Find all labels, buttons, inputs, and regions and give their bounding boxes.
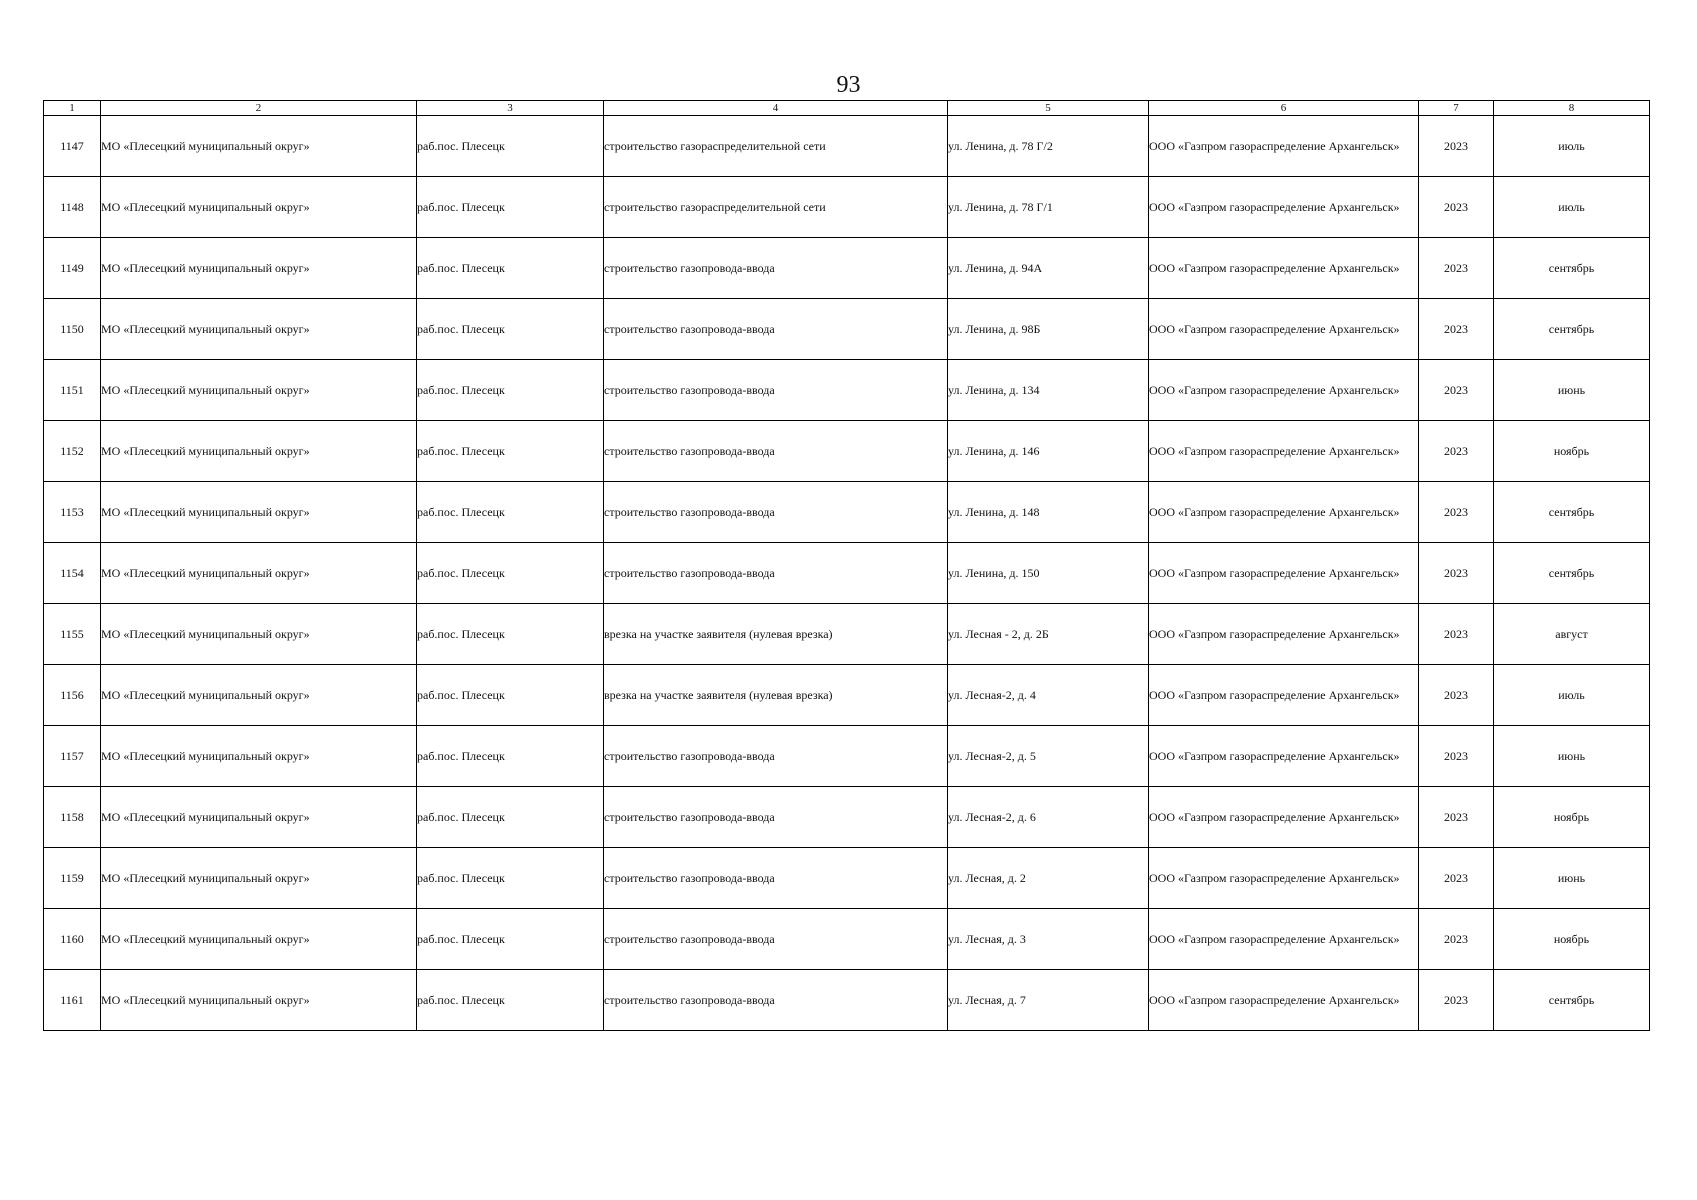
cell-work-type: строительство газопровода-ввода bbox=[604, 726, 948, 787]
cell-row-number: 1157 bbox=[44, 726, 101, 787]
cell-month: сентябрь bbox=[1494, 970, 1650, 1031]
cell-year: 2023 bbox=[1419, 421, 1494, 482]
cell-month: июль bbox=[1494, 116, 1650, 177]
cell-address: ул. Ленина, д. 146 bbox=[948, 421, 1149, 482]
register-table bbox=[43, 100, 1650, 1031]
cell-row-number: 1160 bbox=[44, 909, 101, 970]
cell-work-type: строительство газопровода-ввода bbox=[604, 543, 948, 604]
table-row bbox=[44, 787, 1650, 848]
cell-work-type: врезка на участке заявителя (нулевая врезка) bbox=[604, 665, 948, 726]
cell-year: 2023 bbox=[1419, 177, 1494, 238]
cell-organization: ООО «Газпром газораспределение Архангельск» bbox=[1149, 238, 1419, 299]
cell-year: 2023 bbox=[1419, 482, 1494, 543]
cell-address: ул. Ленина, д. 78 Г/2 bbox=[948, 116, 1149, 177]
cell-organization: ООО «Газпром газораспределение Архангельск» bbox=[1149, 848, 1419, 909]
header-col-6: 6 bbox=[1149, 101, 1419, 116]
cell-address: ул. Лесная - 2, д. 2Б bbox=[948, 604, 1149, 665]
cell-month: июль bbox=[1494, 177, 1650, 238]
table-row bbox=[44, 848, 1650, 909]
cell-organization: ООО «Газпром газораспределение Архангельск» bbox=[1149, 604, 1419, 665]
cell-organization: ООО «Газпром газораспределение Архангельск» bbox=[1149, 299, 1419, 360]
cell-row-number: 1151 bbox=[44, 360, 101, 421]
cell-month: ноябрь bbox=[1494, 909, 1650, 970]
cell-municipality: МО «Плесецкий муниципальный округ» bbox=[101, 787, 417, 848]
cell-month: август bbox=[1494, 604, 1650, 665]
table-row bbox=[44, 299, 1650, 360]
cell-settlement: раб.пос. Плесецк bbox=[417, 238, 604, 299]
cell-year: 2023 bbox=[1419, 238, 1494, 299]
cell-row-number: 1148 bbox=[44, 177, 101, 238]
cell-settlement: раб.пос. Плесецк bbox=[417, 299, 604, 360]
cell-row-number: 1159 bbox=[44, 848, 101, 909]
page-number: 93 bbox=[836, 72, 861, 98]
cell-address: ул. Лесная-2, д. 6 bbox=[948, 787, 1149, 848]
header-col-8: 8 bbox=[1494, 101, 1650, 116]
cell-row-number: 1161 bbox=[44, 970, 101, 1031]
cell-municipality: МО «Плесецкий муниципальный округ» bbox=[101, 177, 417, 238]
cell-settlement: раб.пос. Плесецк bbox=[417, 787, 604, 848]
cell-settlement: раб.пос. Плесецк bbox=[417, 360, 604, 421]
cell-row-number: 1150 bbox=[44, 299, 101, 360]
table-row bbox=[44, 421, 1650, 482]
cell-row-number: 1155 bbox=[44, 604, 101, 665]
header-col-5: 5 bbox=[948, 101, 1149, 116]
cell-row-number: 1154 bbox=[44, 543, 101, 604]
cell-month: сентябрь bbox=[1494, 482, 1650, 543]
cell-municipality: МО «Плесецкий муниципальный округ» bbox=[101, 604, 417, 665]
cell-work-type: строительство газораспределительной сети bbox=[604, 177, 948, 238]
cell-year: 2023 bbox=[1419, 604, 1494, 665]
cell-row-number: 1149 bbox=[44, 238, 101, 299]
cell-organization: ООО «Газпром газораспределение Архангельск» bbox=[1149, 360, 1419, 421]
cell-year: 2023 bbox=[1419, 787, 1494, 848]
cell-row-number: 1156 bbox=[44, 665, 101, 726]
cell-settlement: раб.пос. Плесецк bbox=[417, 726, 604, 787]
cell-address: ул. Ленина, д. 134 bbox=[948, 360, 1149, 421]
cell-municipality: МО «Плесецкий муниципальный округ» bbox=[101, 238, 417, 299]
cell-row-number: 1147 bbox=[44, 116, 101, 177]
header-col-3: 3 bbox=[417, 101, 604, 116]
cell-organization: ООО «Газпром газораспределение Архангельск» bbox=[1149, 421, 1419, 482]
cell-municipality: МО «Плесецкий муниципальный округ» bbox=[101, 848, 417, 909]
cell-organization: ООО «Газпром газораспределение Архангельск» bbox=[1149, 909, 1419, 970]
cell-year: 2023 bbox=[1419, 543, 1494, 604]
cell-settlement: раб.пос. Плесецк bbox=[417, 116, 604, 177]
cell-year: 2023 bbox=[1419, 909, 1494, 970]
cell-municipality: МО «Плесецкий муниципальный округ» bbox=[101, 909, 417, 970]
cell-work-type: строительство газопровода-ввода bbox=[604, 421, 948, 482]
cell-address: ул. Лесная, д. 3 bbox=[948, 909, 1149, 970]
cell-year: 2023 bbox=[1419, 116, 1494, 177]
cell-work-type: строительство газопровода-ввода bbox=[604, 787, 948, 848]
cell-settlement: раб.пос. Плесецк bbox=[417, 177, 604, 238]
cell-settlement: раб.пос. Плесецк bbox=[417, 604, 604, 665]
cell-settlement: раб.пос. Плесецк bbox=[417, 970, 604, 1031]
cell-work-type: строительство газораспределительной сети bbox=[604, 116, 948, 177]
cell-settlement: раб.пос. Плесецк bbox=[417, 482, 604, 543]
cell-organization: ООО «Газпром газораспределение Архангельск» bbox=[1149, 787, 1419, 848]
cell-municipality: МО «Плесецкий муниципальный округ» bbox=[101, 970, 417, 1031]
cell-settlement: раб.пос. Плесецк bbox=[417, 543, 604, 604]
cell-work-type: строительство газопровода-ввода bbox=[604, 238, 948, 299]
cell-address: ул. Лесная-2, д. 4 bbox=[948, 665, 1149, 726]
table-row bbox=[44, 360, 1650, 421]
cell-month: ноябрь bbox=[1494, 787, 1650, 848]
header-col-1: 1 bbox=[44, 101, 101, 116]
cell-address: ул. Ленина, д. 78 Г/1 bbox=[948, 177, 1149, 238]
cell-address: ул. Лесная, д. 2 bbox=[948, 848, 1149, 909]
table-row bbox=[44, 238, 1650, 299]
cell-month: июнь bbox=[1494, 848, 1650, 909]
cell-municipality: МО «Плесецкий муниципальный округ» bbox=[101, 116, 417, 177]
cell-organization: ООО «Газпром газораспределение Архангельск» bbox=[1149, 970, 1419, 1031]
cell-municipality: МО «Плесецкий муниципальный округ» bbox=[101, 665, 417, 726]
cell-year: 2023 bbox=[1419, 970, 1494, 1031]
cell-month: сентябрь bbox=[1494, 238, 1650, 299]
table-row bbox=[44, 909, 1650, 970]
cell-row-number: 1152 bbox=[44, 421, 101, 482]
cell-settlement: раб.пос. Плесецк bbox=[417, 909, 604, 970]
cell-organization: ООО «Газпром газораспределение Архангельск» bbox=[1149, 116, 1419, 177]
cell-row-number: 1158 bbox=[44, 787, 101, 848]
cell-work-type: строительство газопровода-ввода bbox=[604, 970, 948, 1031]
cell-municipality: МО «Плесецкий муниципальный округ» bbox=[101, 543, 417, 604]
cell-month: июнь bbox=[1494, 726, 1650, 787]
cell-work-type: строительство газопровода-ввода bbox=[604, 848, 948, 909]
cell-municipality: МО «Плесецкий муниципальный округ» bbox=[101, 299, 417, 360]
cell-organization: ООО «Газпром газораспределение Архангельск» bbox=[1149, 665, 1419, 726]
cell-address: ул. Лесная, д. 7 bbox=[948, 970, 1149, 1031]
header-col-2: 2 bbox=[101, 101, 417, 116]
cell-address: ул. Лесная-2, д. 5 bbox=[948, 726, 1149, 787]
cell-month: июнь bbox=[1494, 360, 1650, 421]
cell-organization: ООО «Газпром газораспределение Архангельск» bbox=[1149, 177, 1419, 238]
table-row bbox=[44, 116, 1650, 177]
header-col-7: 7 bbox=[1419, 101, 1494, 116]
cell-year: 2023 bbox=[1419, 360, 1494, 421]
cell-year: 2023 bbox=[1419, 726, 1494, 787]
cell-year: 2023 bbox=[1419, 299, 1494, 360]
table-row bbox=[44, 970, 1650, 1031]
table-row bbox=[44, 543, 1650, 604]
cell-settlement: раб.пос. Плесецк bbox=[417, 665, 604, 726]
cell-work-type: строительство газопровода-ввода bbox=[604, 909, 948, 970]
table-header bbox=[44, 101, 1650, 116]
cell-address: ул. Ленина, д. 148 bbox=[948, 482, 1149, 543]
cell-year: 2023 bbox=[1419, 848, 1494, 909]
cell-organization: ООО «Газпром газораспределение Архангельск» bbox=[1149, 543, 1419, 604]
cell-organization: ООО «Газпром газораспределение Архангельск» bbox=[1149, 482, 1419, 543]
table-row bbox=[44, 604, 1650, 665]
cell-work-type: строительство газопровода-ввода bbox=[604, 299, 948, 360]
cell-settlement: раб.пос. Плесецк bbox=[417, 421, 604, 482]
cell-work-type: строительство газопровода-ввода bbox=[604, 482, 948, 543]
cell-address: ул. Ленина, д. 150 bbox=[948, 543, 1149, 604]
cell-month: ноябрь bbox=[1494, 421, 1650, 482]
table-row bbox=[44, 482, 1650, 543]
cell-month: июль bbox=[1494, 665, 1650, 726]
cell-address: ул. Ленина, д. 94А bbox=[948, 238, 1149, 299]
cell-settlement: раб.пос. Плесецк bbox=[417, 848, 604, 909]
cell-organization: ООО «Газпром газораспределение Архангельск» bbox=[1149, 726, 1419, 787]
cell-municipality: МО «Плесецкий муниципальный округ» bbox=[101, 360, 417, 421]
header-col-4: 4 bbox=[604, 101, 948, 116]
cell-address: ул. Ленина, д. 98Б bbox=[948, 299, 1149, 360]
cell-month: сентябрь bbox=[1494, 543, 1650, 604]
table-row bbox=[44, 665, 1650, 726]
table-body bbox=[44, 116, 1650, 1031]
cell-work-type: строительство газопровода-ввода bbox=[604, 360, 948, 421]
header-row bbox=[44, 101, 1650, 116]
cell-municipality: МО «Плесецкий муниципальный округ» bbox=[101, 482, 417, 543]
table-row bbox=[44, 726, 1650, 787]
table-row bbox=[44, 177, 1650, 238]
cell-municipality: МО «Плесецкий муниципальный округ» bbox=[101, 726, 417, 787]
cell-month: сентябрь bbox=[1494, 299, 1650, 360]
cell-municipality: МО «Плесецкий муниципальный округ» bbox=[101, 421, 417, 482]
cell-year: 2023 bbox=[1419, 665, 1494, 726]
cell-work-type: врезка на участке заявителя (нулевая врезка) bbox=[604, 604, 948, 665]
cell-row-number: 1153 bbox=[44, 482, 101, 543]
